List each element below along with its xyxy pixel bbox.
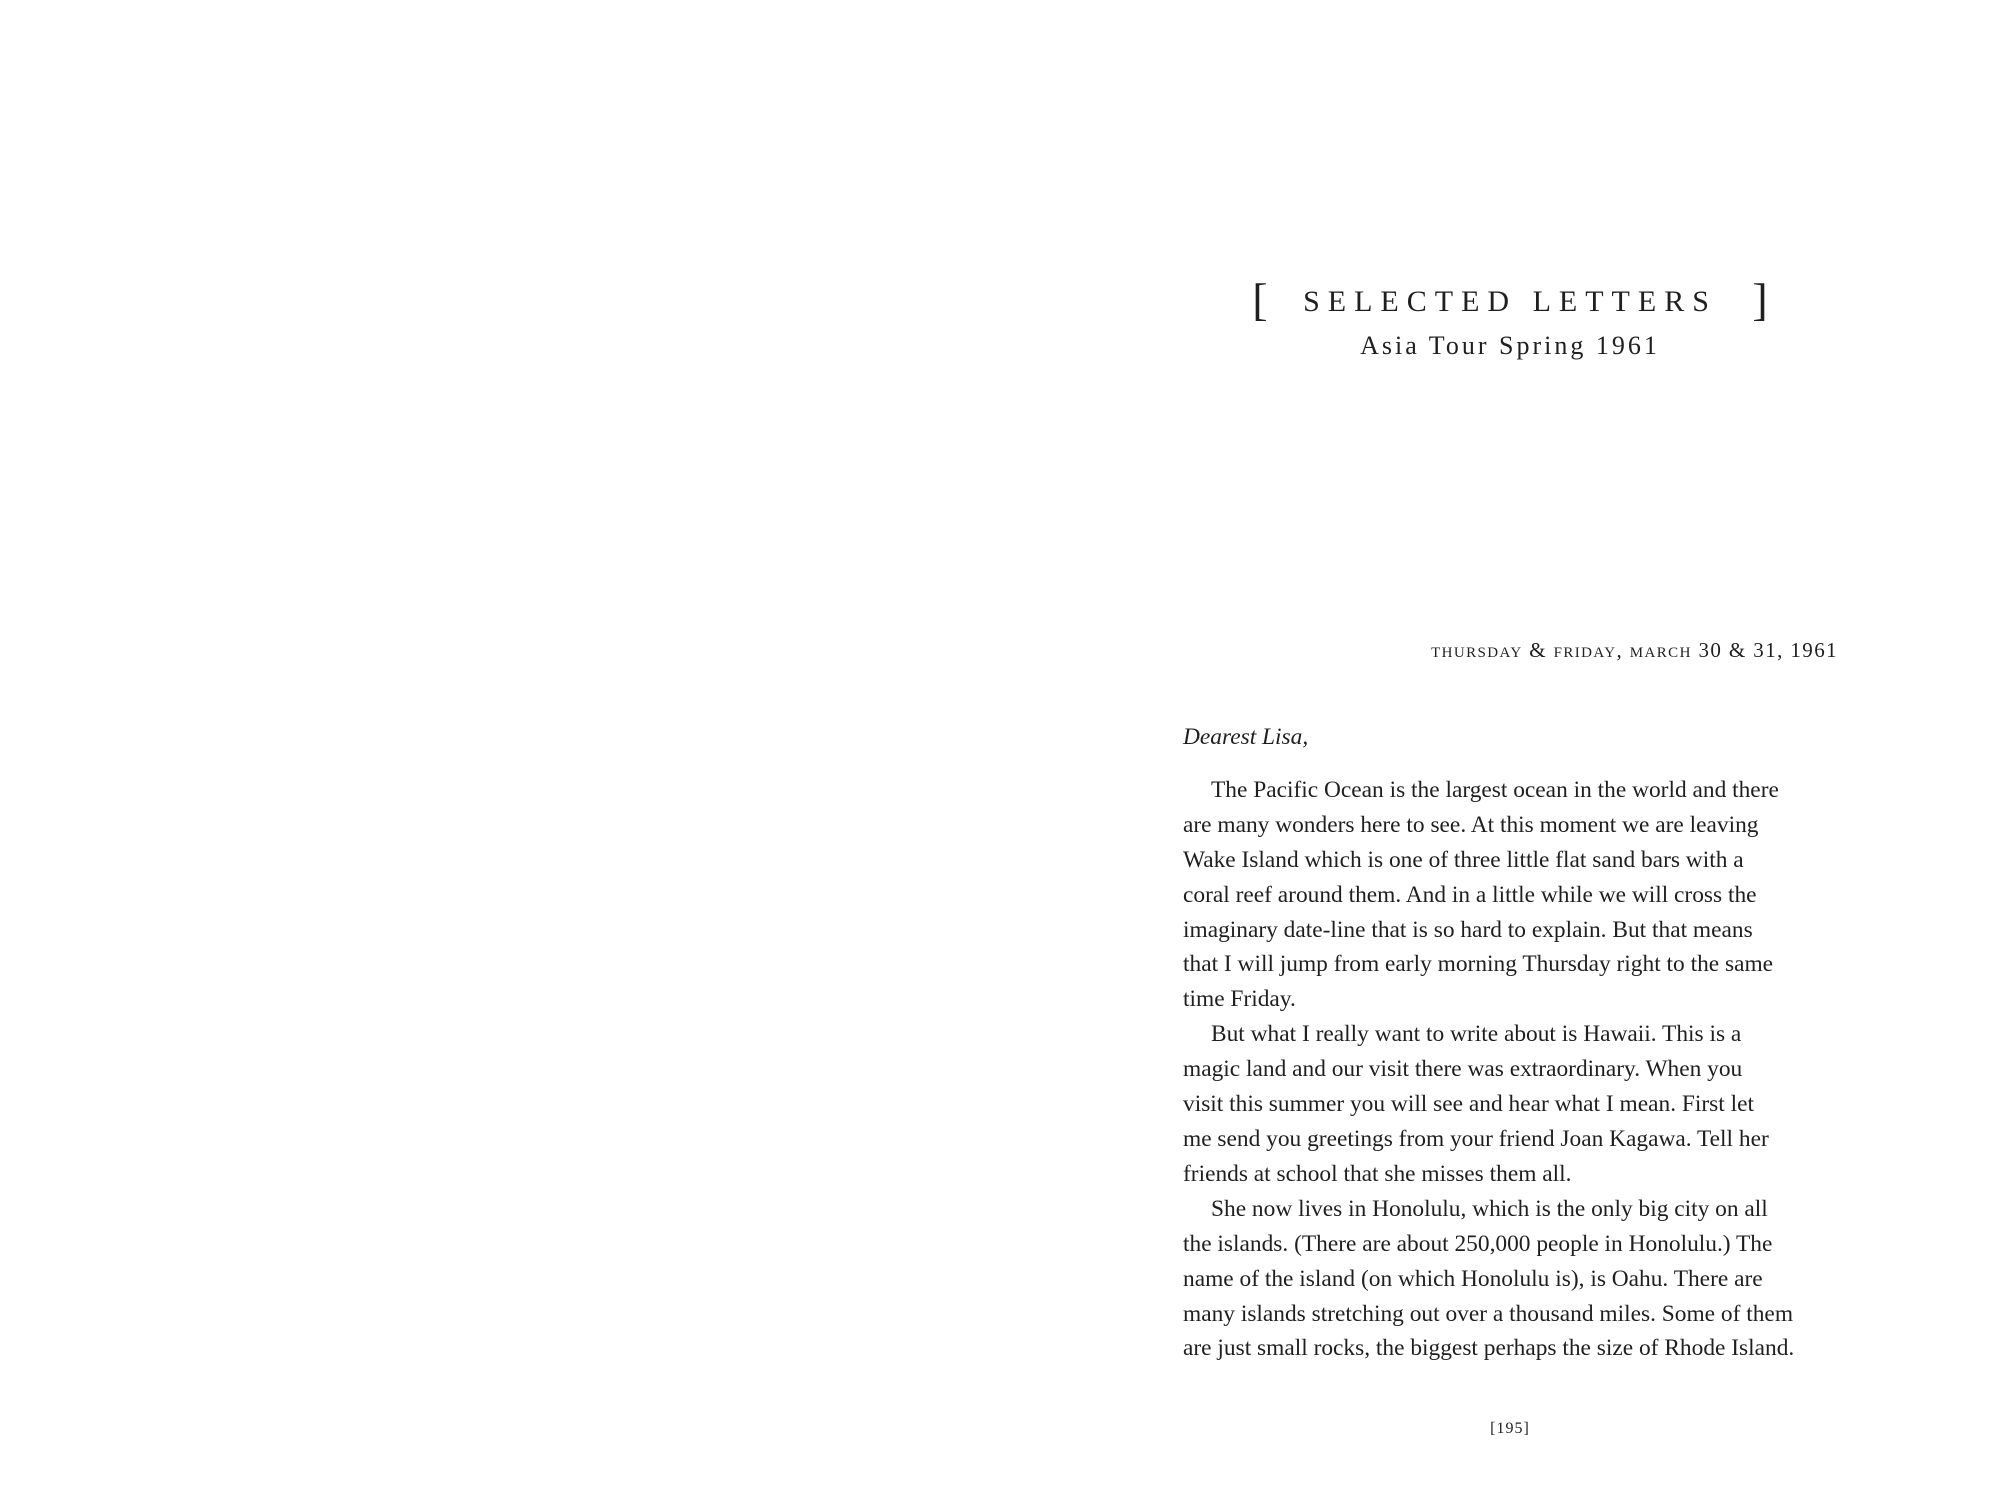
text-line: The Pacific Ocean is the largest ocean in the world and there xyxy=(1211,776,1779,803)
text-line: coral reef around them. And in a little while we will cross the xyxy=(1183,881,1757,908)
text-line: me send you greetings from your friend Joan Kagawa. Tell her xyxy=(1183,1125,1769,1152)
section-title: SELECTED LETTERS xyxy=(1303,285,1717,318)
text-line: time Friday. xyxy=(1183,986,1296,1013)
text-line: But what I really want to write about is Hawaii. This is a xyxy=(1211,1021,1742,1048)
paragraph-1 xyxy=(1183,773,1844,1017)
paragraph-3 xyxy=(1183,1192,1844,1367)
section-subtitle: Asia Tour Spring 1961 xyxy=(1360,331,1660,360)
text-line: magic land and our visit there was extraordinary. When you xyxy=(1183,1056,1743,1083)
text-line: Wake Island which is one of three little flat sand bars with a xyxy=(1183,846,1744,873)
text-line: that I will jump from early morning Thursday right to the same xyxy=(1183,951,1774,978)
text-line: She now lives in Honolulu, which is the only big city on all xyxy=(1211,1195,1768,1222)
text-line: the islands. (There are about 250,000 people in Honolulu.) The xyxy=(1183,1230,1773,1257)
text-line: imaginary date-line that is so hard to explain. But that means xyxy=(1183,916,1753,943)
text-line: name of the island (on which Honolulu is), is Oahu. There are xyxy=(1183,1265,1763,1292)
text-line: visit this summer you will see and hear what I mean. First let xyxy=(1183,1091,1755,1118)
page-number: [195] xyxy=(1490,1420,1530,1437)
dateline-text: thursday & friday, march 30 & 31, 1961 xyxy=(1431,638,1838,662)
right-bracket: ] xyxy=(1752,274,1768,325)
letter-salutation: Dearest Lisa, xyxy=(1183,724,1309,750)
letter-body xyxy=(1183,720,1844,1366)
section-header xyxy=(1180,274,1840,366)
left-bracket: [ xyxy=(1252,274,1268,325)
paragraph-2 xyxy=(1183,1017,1844,1192)
text-line: friends at school that she misses them all. xyxy=(1183,1160,1572,1187)
text-line: many islands stretching out over a thousand miles. Some of them xyxy=(1183,1300,1794,1327)
text-line: are just small rocks, the biggest perhaps the size of Rhode Island. xyxy=(1183,1335,1795,1362)
text-line: are many wonders here to see. At this moment we are leaving xyxy=(1183,811,1759,838)
letter-dateline xyxy=(1431,638,1838,663)
section-title-line xyxy=(1180,274,1840,325)
